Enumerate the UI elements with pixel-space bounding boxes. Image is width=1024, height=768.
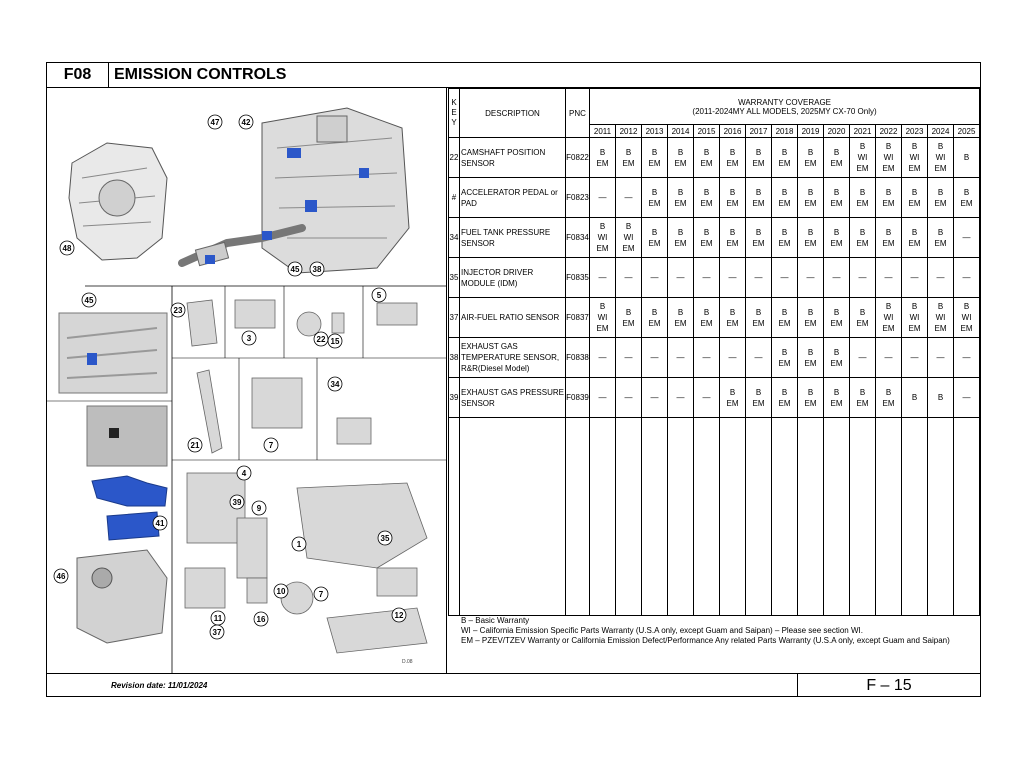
coverage-cell: B EM xyxy=(824,298,850,338)
coverage-cell: B EM xyxy=(668,298,694,338)
row-description: CAMSHAFT POSITION SENSOR xyxy=(460,138,566,178)
row-pnc: F0823 xyxy=(566,178,590,218)
coverage-cell: B EM xyxy=(928,218,954,258)
callout-marker xyxy=(210,625,224,639)
coverage-cell: B EM xyxy=(902,178,928,218)
callout-number: 46 xyxy=(56,572,66,581)
year-header: 2014 xyxy=(668,125,694,138)
row-description: AIR-FUEL RATIO SENSOR xyxy=(460,298,566,338)
year-header: 2022 xyxy=(876,125,902,138)
coverage-cell: B EM xyxy=(642,138,668,178)
year-header: 2018 xyxy=(772,125,798,138)
year-header: 2012 xyxy=(616,125,642,138)
coverage-cell: B EM xyxy=(772,178,798,218)
coverage-cell: B EM xyxy=(824,138,850,178)
coverage-cell: B EM xyxy=(798,298,824,338)
coverage-cell: B EM xyxy=(928,178,954,218)
section-header xyxy=(47,63,980,88)
coverage-cell: B WI EM xyxy=(876,138,902,178)
callout-number: 3 xyxy=(246,334,252,343)
year-header: 2017 xyxy=(746,125,772,138)
callout-marker xyxy=(239,115,253,129)
callout-marker xyxy=(188,438,202,452)
callout-number: 5 xyxy=(376,291,382,300)
coverage-cell: B EM xyxy=(694,298,720,338)
coverage-cell: B EM xyxy=(798,378,824,418)
callout-marker xyxy=(252,501,266,515)
callout-number: 10 xyxy=(276,587,286,596)
callout-number: 11 xyxy=(213,614,223,623)
coverage-cell: B EM xyxy=(746,378,772,418)
coverage-cell: B EM xyxy=(772,138,798,178)
callout-marker xyxy=(237,466,251,480)
callout-marker xyxy=(274,584,288,598)
coverage-cell: B EM xyxy=(720,138,746,178)
empty-cell xyxy=(772,418,798,616)
coverage-cell: B WI EM xyxy=(590,298,616,338)
coverage-cell: — xyxy=(954,218,980,258)
coverage-cell: B EM xyxy=(772,218,798,258)
callout-number: 7 xyxy=(318,590,324,599)
transmission-drawing xyxy=(69,143,167,260)
callout-number: 45 xyxy=(290,265,300,274)
coverage-cell: B WI EM xyxy=(616,218,642,258)
row-key: 35 xyxy=(449,258,460,298)
coverage-cell: B EM xyxy=(876,178,902,218)
coverage-cell: B WI EM xyxy=(876,298,902,338)
row-key: # xyxy=(449,178,460,218)
callout-marker xyxy=(242,331,256,345)
table-row xyxy=(449,218,980,258)
warranty-table xyxy=(448,88,980,616)
coverage-cell: B EM xyxy=(850,218,876,258)
row-pnc: F0837 xyxy=(566,298,590,338)
callout-number: 37 xyxy=(212,628,222,637)
coverage-cell: — xyxy=(642,258,668,298)
legend xyxy=(461,616,950,646)
callout-marker xyxy=(171,303,185,317)
callout-number: 45 xyxy=(84,296,94,305)
coverage-cell: — xyxy=(954,378,980,418)
empty-cell xyxy=(694,418,720,616)
callout-number: 23 xyxy=(173,306,183,315)
coverage-cell: B xyxy=(954,138,980,178)
callout-marker xyxy=(372,288,386,302)
year-header: 2016 xyxy=(720,125,746,138)
empty-cell xyxy=(566,418,590,616)
coverage-cell: B EM xyxy=(590,138,616,178)
coverage-cell: — xyxy=(616,178,642,218)
empty-cell xyxy=(720,418,746,616)
coverage-cell: — xyxy=(590,378,616,418)
empty-cell xyxy=(798,418,824,616)
coverage-cell: B WI EM xyxy=(928,298,954,338)
coverage-cell: — xyxy=(590,258,616,298)
description-header: DESCRIPTION xyxy=(460,89,566,138)
coverage-cell: — xyxy=(798,258,824,298)
callout-number: 12 xyxy=(394,611,404,620)
row-pnc: F0838 xyxy=(566,338,590,378)
callout-number: 4 xyxy=(241,469,247,478)
callout-marker xyxy=(378,531,392,545)
exhaust-manifold-drawing xyxy=(59,313,167,393)
coverage-cell: B EM xyxy=(642,218,668,258)
coverage-cell: B EM xyxy=(746,178,772,218)
coverage-cell: B EM xyxy=(668,178,694,218)
coverage-cell: B WI EM xyxy=(928,138,954,178)
callout-number: 22 xyxy=(316,335,326,344)
row-key: 38 xyxy=(449,338,460,378)
year-header: 2020 xyxy=(824,125,850,138)
coverage-cell: B EM xyxy=(824,178,850,218)
coverage-cell: — xyxy=(668,258,694,298)
callout-marker xyxy=(153,516,167,530)
coverage-cell: B EM xyxy=(720,378,746,418)
callout-number: 38 xyxy=(312,265,322,274)
coverage-cell: B EM xyxy=(876,218,902,258)
empty-cell xyxy=(954,418,980,616)
callout-number: 41 xyxy=(155,519,165,528)
warranty-coverage-header xyxy=(590,89,980,125)
coverage-cell: — xyxy=(876,338,902,378)
legend-wi: WI – California Emission Specific Parts Warranty (U.S.A only, except Guam and Saipan) – Please see section WI. xyxy=(461,626,863,635)
callout-marker xyxy=(310,262,324,276)
callout-number: 1 xyxy=(296,540,302,549)
callout-marker xyxy=(211,611,225,625)
empty-cell xyxy=(449,418,460,616)
coverage-cell: B EM xyxy=(720,298,746,338)
callout-marker xyxy=(208,115,222,129)
coverage-cell: — xyxy=(590,178,616,218)
callout-marker xyxy=(254,612,268,626)
coverage-cell: B EM xyxy=(772,378,798,418)
coverage-cell: B EM xyxy=(616,138,642,178)
row-description: FUEL TANK PRESSURE SENSOR xyxy=(460,218,566,258)
table-row xyxy=(449,338,980,378)
coverage-cell: B EM xyxy=(902,218,928,258)
callout-number: 35 xyxy=(380,534,390,543)
empty-cell xyxy=(876,418,902,616)
coverage-cell: — xyxy=(642,378,668,418)
coverage-cell: — xyxy=(850,338,876,378)
row-description: EXHAUST GAS PRESSURE SENSOR xyxy=(460,378,566,418)
callout-marker xyxy=(392,608,406,622)
coverage-cell: — xyxy=(694,258,720,298)
row-pnc: F0834 xyxy=(566,218,590,258)
coverage-cell: — xyxy=(876,258,902,298)
parts-illustration xyxy=(47,88,447,673)
coverage-cell: B WI EM xyxy=(902,298,928,338)
row-pnc: F0822 xyxy=(566,138,590,178)
coverage-cell: B EM xyxy=(824,218,850,258)
table-row xyxy=(449,138,980,178)
callout-number: 9 xyxy=(256,504,262,513)
year-header: 2015 xyxy=(694,125,720,138)
callout-marker xyxy=(60,241,74,255)
coverage-cell: B EM xyxy=(798,178,824,218)
callout-number: 34 xyxy=(330,380,340,389)
coverage-cell: B EM xyxy=(746,298,772,338)
callout-number: 7 xyxy=(268,441,274,450)
small-parts-drawing xyxy=(185,300,427,653)
year-header: 2024 xyxy=(928,125,954,138)
callout-number: 42 xyxy=(241,118,251,127)
pnc-header: PNC xyxy=(566,89,590,138)
row-pnc: F0835 xyxy=(566,258,590,298)
coverage-cell: B WI EM xyxy=(850,138,876,178)
coverage-cell: — xyxy=(746,338,772,378)
coverage-cell: — xyxy=(616,338,642,378)
empty-cell xyxy=(850,418,876,616)
empty-cell xyxy=(590,418,616,616)
callout-number: 48 xyxy=(62,244,72,253)
table-row xyxy=(449,298,980,338)
section-title: EMISSION CONTROLS xyxy=(114,66,287,83)
empty-cell xyxy=(928,418,954,616)
coverage-cell: — xyxy=(746,258,772,298)
empty-row xyxy=(449,418,980,616)
coverage-cell: B WI EM xyxy=(590,218,616,258)
year-header: 2013 xyxy=(642,125,668,138)
coverage-cell: B EM xyxy=(642,298,668,338)
coverage-title: WARRANTY COVERAGE xyxy=(738,97,831,107)
callout-marker xyxy=(54,569,68,583)
empty-cell xyxy=(460,418,566,616)
empty-cell xyxy=(746,418,772,616)
coverage-cell: B EM xyxy=(642,178,668,218)
coverage-cell: B EM xyxy=(850,298,876,338)
coverage-cell: — xyxy=(642,338,668,378)
coverage-cell: — xyxy=(928,338,954,378)
coverage-cell: B EM xyxy=(746,218,772,258)
callout-marker xyxy=(328,377,342,391)
empty-rows xyxy=(449,418,980,616)
legend-em: EM – PZEV/TZEV Warranty or California Emission Defect/Performance Any related Parts Warranty (U.S.A only, except Guam and Saipan) xyxy=(461,636,950,645)
coverage-cell: — xyxy=(616,378,642,418)
coverage-cell: B EM xyxy=(954,178,980,218)
coverage-cell: — xyxy=(902,338,928,378)
row-key: 34 xyxy=(449,218,460,258)
coverage-cell: B EM xyxy=(746,138,772,178)
coverage-cell: — xyxy=(772,258,798,298)
callout-number: 16 xyxy=(256,615,266,624)
coverage-cell: B EM xyxy=(720,218,746,258)
table-row xyxy=(449,178,980,218)
warranty-area xyxy=(448,88,980,673)
row-key: 39 xyxy=(449,378,460,418)
coverage-cell: B EM xyxy=(668,218,694,258)
callout-marker xyxy=(230,495,244,509)
row-description: ACCELERATOR PEDAL or PAD xyxy=(460,178,566,218)
section-code: F08 xyxy=(47,63,109,87)
coverage-cell: — xyxy=(954,258,980,298)
coverage-cell: B EM xyxy=(616,298,642,338)
revision-date: Revision date: 11/01/2024 xyxy=(111,681,208,690)
row-description: EXHAUST GAS TEMPERATURE SENSOR, R&R(Diesel Model) xyxy=(460,338,566,378)
coverage-cell: B EM xyxy=(720,178,746,218)
coverage-cell: B EM xyxy=(798,138,824,178)
callout-number: 39 xyxy=(232,498,242,507)
callout-marker xyxy=(328,334,342,348)
row-description: INJECTOR DRIVER MODULE (IDM) xyxy=(460,258,566,298)
coverage-cell: B EM xyxy=(876,378,902,418)
page-number: F – 15 xyxy=(797,674,980,696)
callout-marker xyxy=(314,587,328,601)
table-row xyxy=(449,258,980,298)
coverage-cell: B EM xyxy=(850,378,876,418)
coverage-cell: — xyxy=(850,258,876,298)
year-header: 2011 xyxy=(590,125,616,138)
fuel-tank-drawing xyxy=(77,550,167,643)
coverage-cell: — xyxy=(694,338,720,378)
callout-marker xyxy=(314,332,328,346)
empty-cell xyxy=(824,418,850,616)
callout-marker xyxy=(264,438,278,452)
coverage-cell: — xyxy=(720,258,746,298)
coverage-cell: B EM xyxy=(694,218,720,258)
coverage-cell: B EM xyxy=(798,218,824,258)
coverage-cell: B xyxy=(928,378,954,418)
coverage-cell: — xyxy=(824,258,850,298)
callout-number: 47 xyxy=(210,118,220,127)
empty-cell xyxy=(902,418,928,616)
illustration-code: D.08 xyxy=(402,659,413,665)
coverage-cell: B EM xyxy=(668,138,694,178)
page-frame xyxy=(46,62,981,697)
coverage-cell: B EM xyxy=(772,298,798,338)
table-row xyxy=(449,378,980,418)
callout-marker xyxy=(82,293,96,307)
coverage-cell: — xyxy=(720,338,746,378)
coverage-subtitle: (2011-2024MY ALL MODELS, 2025MY CX-70 Only) xyxy=(692,106,877,116)
coverage-cell: B EM xyxy=(798,338,824,378)
coverage-cell: — xyxy=(902,258,928,298)
coverage-cell: B EM xyxy=(694,178,720,218)
empty-cell xyxy=(668,418,694,616)
coverage-cell: — xyxy=(668,338,694,378)
row-key: 22 xyxy=(449,138,460,178)
coverage-cell: — xyxy=(616,258,642,298)
callout-marker xyxy=(288,262,302,276)
coverage-cell: — xyxy=(928,258,954,298)
coverage-cell: B EM xyxy=(772,338,798,378)
empty-cell xyxy=(616,418,642,616)
coverage-cell: — xyxy=(590,338,616,378)
coverage-cell: B xyxy=(902,378,928,418)
page-footer xyxy=(47,673,980,696)
callout-number: 15 xyxy=(330,337,340,346)
coverage-cell: — xyxy=(694,378,720,418)
year-header: 2019 xyxy=(798,125,824,138)
year-header: 2023 xyxy=(902,125,928,138)
coverage-cell: B EM xyxy=(824,378,850,418)
callout-marker xyxy=(292,537,306,551)
fuel-tank-shield-drawing xyxy=(92,476,167,540)
coverage-cell: — xyxy=(954,338,980,378)
row-key: 37 xyxy=(449,298,460,338)
coverage-cell: B EM xyxy=(694,138,720,178)
legend-basic: B – Basic Warranty xyxy=(461,616,530,625)
empty-cell xyxy=(642,418,668,616)
engine-drawing xyxy=(182,108,409,273)
coverage-cell: B EM xyxy=(850,178,876,218)
interior-drawing xyxy=(87,406,167,466)
key-header: K E Y xyxy=(449,89,460,138)
coverage-cell: B WI EM xyxy=(954,298,980,338)
row-pnc: F0839 xyxy=(566,378,590,418)
warranty-rows xyxy=(449,138,980,418)
coverage-cell: — xyxy=(668,378,694,418)
year-header: 2025 xyxy=(954,125,980,138)
coverage-cell: B WI EM xyxy=(902,138,928,178)
callout-number: 21 xyxy=(190,441,200,450)
parts-diagram xyxy=(47,88,447,673)
year-header: 2021 xyxy=(850,125,876,138)
coverage-cell: B EM xyxy=(824,338,850,378)
